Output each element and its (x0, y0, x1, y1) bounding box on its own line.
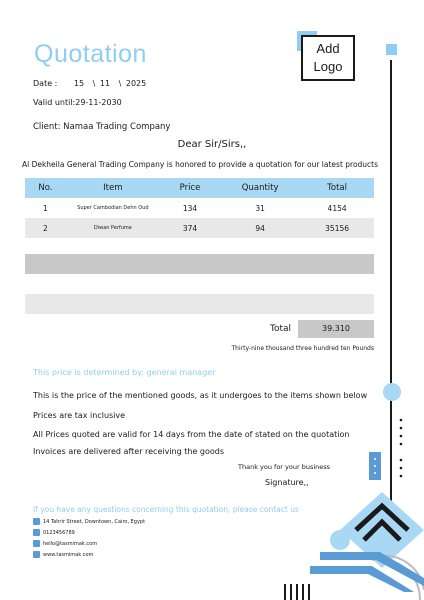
decor-circle-bottom (330, 530, 350, 550)
cell-total: 4154 (327, 203, 347, 213)
empty-row-1 (25, 254, 374, 274)
cell-item: Diwan Perfume (66, 218, 160, 238)
cell-item: Super Cambodian Dehn Oud (77, 205, 149, 211)
note-2: Prices are tax inclusive (33, 411, 126, 420)
note-4: Invoices are delivered after receiving the goods (33, 447, 225, 456)
email-icon (33, 540, 40, 547)
thank-you-text: Thank you for your business (238, 463, 331, 471)
contact-phone (33, 529, 75, 536)
header-quantity: Quantity (220, 178, 300, 198)
intro-text: Al Dekheila General Trading Company is honored to provide a quotation for our latest products (21, 160, 379, 169)
document-title: Quotation (34, 40, 147, 68)
date-row (33, 79, 146, 88)
contact-question: If you have any questions concerning this quotation, please contact us (33, 505, 299, 514)
greeting: Dear Sir/Sirs,, (177, 139, 247, 150)
date-sep-2: \ (118, 79, 122, 88)
contact-address (33, 518, 145, 525)
client-name: Client: Namaa Trading Company (33, 122, 171, 132)
total-value: 39.310 (298, 320, 374, 338)
total-in-words: Thirty-nine thousand three hundred ten Pounds (231, 345, 374, 352)
decorative-graphics (280, 380, 424, 600)
date-year: 2025 (125, 79, 147, 88)
table-header-row (25, 178, 374, 198)
contact-address-text: 14 Tahrir Street, Downtown, Cairo, Egypt (43, 518, 146, 525)
cell-price: 134 (182, 203, 198, 213)
cell-qty: 31 (255, 203, 265, 213)
items-table (25, 178, 374, 238)
globe-icon (33, 551, 40, 558)
decor-dots (400, 419, 403, 446)
contact-email[interactable] (33, 540, 97, 547)
cell-no: 1 (43, 203, 48, 213)
contact-phone-text: 0123456789 (43, 529, 75, 536)
date-month: 11 (99, 79, 111, 88)
date-sep-1: \ (92, 79, 96, 88)
phone-icon (33, 529, 40, 536)
date-day: 15 (73, 79, 85, 88)
note-3: All Prices quoted are valid for 14 days from the date of stated on the quotation (33, 430, 350, 439)
cell-price: 374 (160, 218, 220, 238)
cell-total: 35156 (300, 218, 374, 238)
table-row (25, 198, 374, 218)
decor-square (386, 44, 397, 55)
header-item: Item (66, 178, 160, 198)
logo-text-line1: Add (316, 41, 340, 56)
cell-qty: 94 (220, 218, 300, 238)
note-1: This is the price of the mentioned goods, as it undergoes to the items shown below (33, 391, 368, 400)
header-total: Total (300, 178, 374, 198)
cell-no: 2 (25, 218, 66, 238)
table-row (25, 218, 374, 238)
header-price: Price (160, 178, 220, 198)
empty-row-2 (25, 294, 374, 314)
decor-stripes (284, 584, 310, 600)
logo-text-line2: Logo (313, 59, 343, 74)
contact-website-text[interactable]: www.tasmimak.com (43, 551, 94, 558)
location-icon (33, 518, 40, 525)
decor-circle-top (383, 383, 401, 401)
logo-placeholder[interactable] (301, 35, 355, 81)
price-determined-by: This price is determined by: general manager (33, 368, 216, 377)
contact-email-text[interactable]: hello@tasmimak.com (43, 540, 98, 547)
total-label: Total (270, 324, 292, 334)
date-label: Date : (33, 79, 58, 88)
header-no: No. (25, 178, 66, 198)
contact-website[interactable] (33, 551, 93, 558)
valid-until: Valid until:29-11-2030 (33, 98, 122, 107)
signature-label: Signature,, (265, 478, 309, 487)
